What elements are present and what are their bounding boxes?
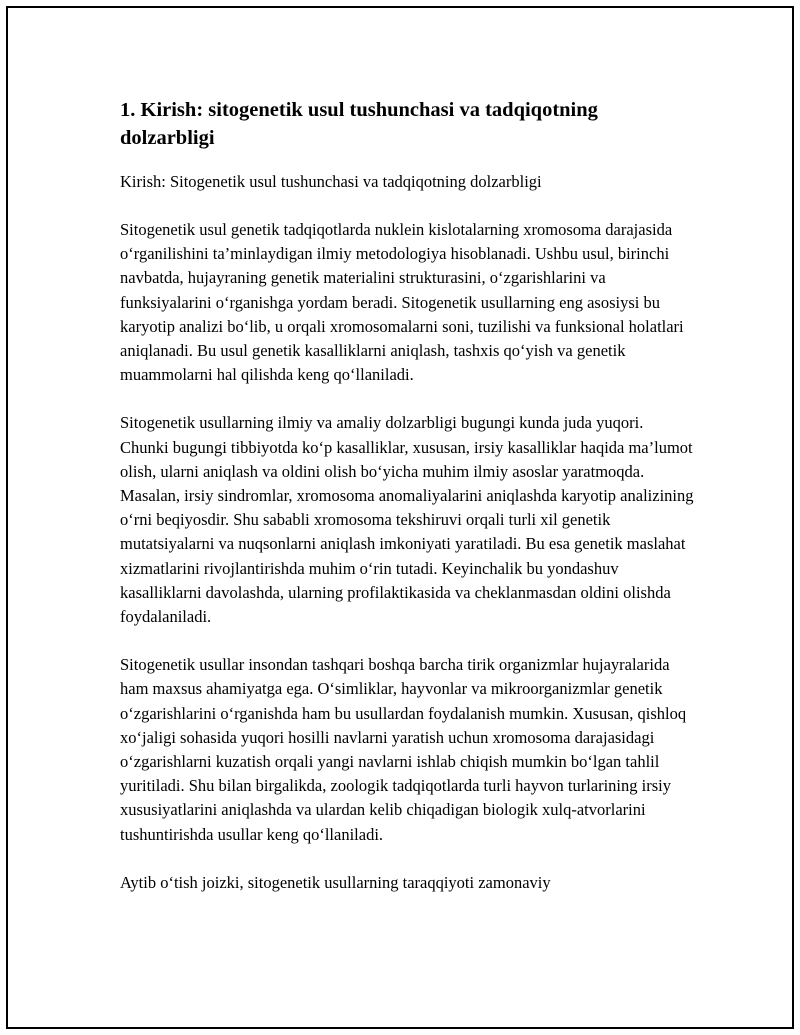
paragraph-2: Sitogenetik usullarning ilmiy va amaliy dolzarbligi bugungi kunda juda yuqori. Chunki bugungi tibbiyotda ko‘p kasalliklar, xususan, irsiy kasalliklar haqida ma’lumot olish, ularni aniqlash va oldini olish bo‘yicha muhim ilmiy asoslar yaratmoqda. Masalan, irsiy sindromlar, xromosoma anomaliyalarini aniqlashda karyotip analizining o‘rni beqiyosdir. Shu sababli xromosoma tekshiruvi orqali turli xil genetik mutatsiyalarni va nuqsonlarni aniqlash imkoniyati yaratiladi. Bu esa genetik maslahat xizmatlarini rivojlantirishda muhim o‘rin tutadi. Keyinchalik bu yondashuv kasalliklarni davolashda, ularning profilaktikasida va cheklanmasdan oldini olishda foydalaniladi.	[120, 413, 694, 627]
document-content	[120, 96, 695, 919]
paragraph-1: Sitogenetik usul genetik tadqiqotlarda nuklein kislotalarning xromosoma darajasida o‘rganilishini ta’minlaydigan ilmiy metodologiya hisoblanadi. Ushbu usul, birinchi navbatda, hujayraning genetik materialini strukturasini, o‘zgarishlarini va funksiyalarini o‘rganishga yordam beradi. Sitogenetik usullarning eng asosiysi bu karyotip analizi bo‘lib, u orqali xromosomalarni soni, tuzilishi va funksional holatlari aniqlanadi. Bu usul genetik kasalliklarni aniqlash, tashxis qo‘yish va genetik muammolarni hal qilishda keng qo‘llaniladi.	[120, 220, 684, 385]
paragraph-3: Sitogenetik usullar insondan tashqari boshqa barcha tirik organizmlar hujayralarida ham maxsus ahamiyatga ega. O‘simliklar, hayvonlar va mikroorganizmlar genetik o‘zgarishlarini o‘rganishda ham bu usullardan foydalanish mumkin. Xususan, qishloq xo‘jaligi sohasida yuqori hosilli navlarni yaratish uchun xromosoma darajasidagi o‘zgarishlarni kuzatish orqali yangi navlarni ishlab chiqish mumkin bo‘lgan tahlil yuritiladi. Shu bilan birgalikda, zoologik tadqiqotlarda turli hayvon turlarining irsiy xususiyatlarini aniqlashda va ulardan kelib chiqadigan biologik xulq-atvorlarini tushuntirishda usullar keng qo‘llaniladi.	[120, 655, 687, 844]
section-heading: 1. Kirish: sitogenetik usul tushunchasi va tadqiqotning dolzarbligi	[120, 99, 598, 149]
section-subtitle: Kirish: Sitogenetik usul tushunchasi va tadqiqotning dolzarbligi	[120, 172, 542, 191]
paragraph-4: Aytib o‘tish joizki, sitogenetik usullarning taraqqiyoti zamonaviy	[120, 872, 551, 892]
page-frame	[6, 6, 794, 1029]
